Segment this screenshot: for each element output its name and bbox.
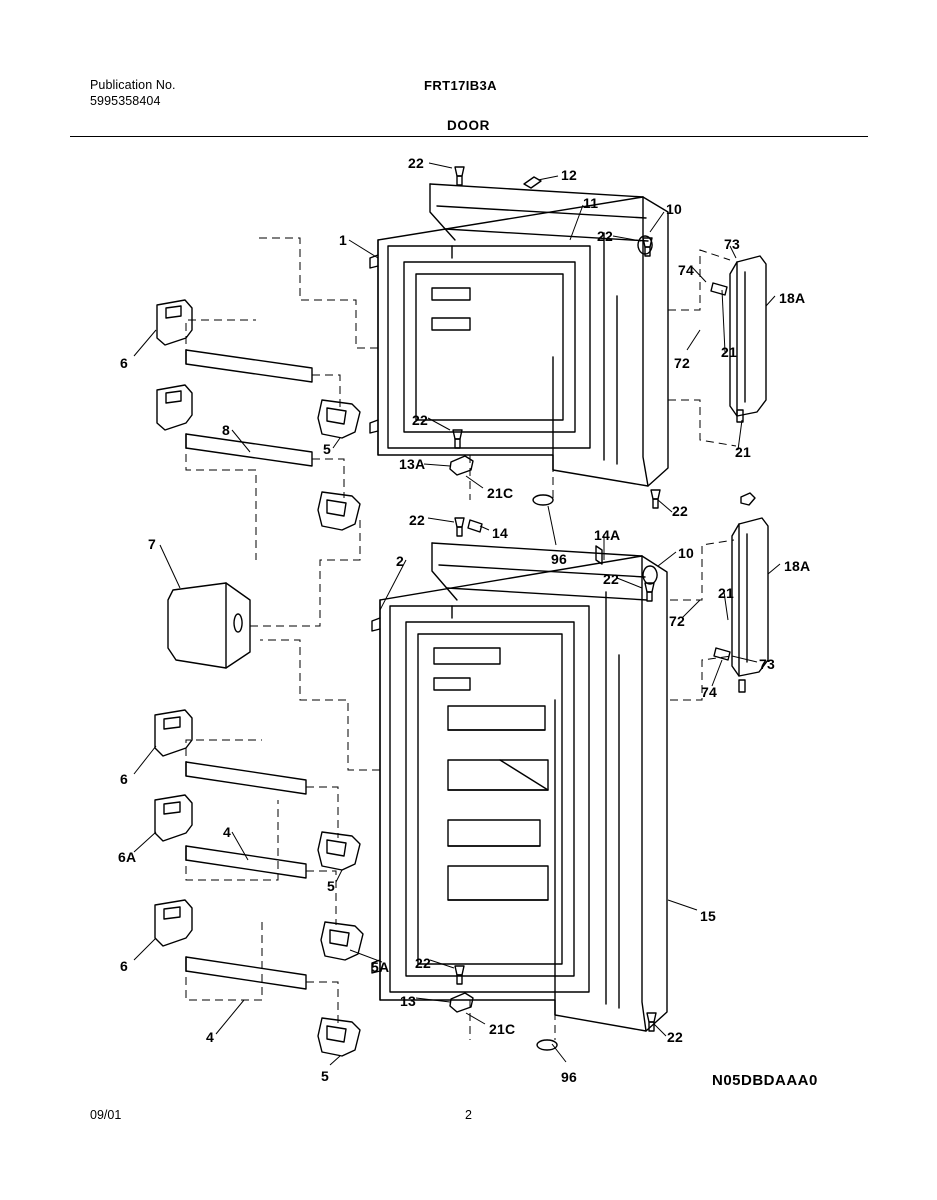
callout-number: 4	[206, 1029, 214, 1045]
callout-number: 21	[735, 444, 751, 460]
callout-number: 5A	[371, 959, 390, 975]
callout-number: 10	[678, 545, 694, 561]
section-title: DOOR	[447, 118, 490, 133]
callout-number: 6	[120, 771, 128, 787]
callout-number: 5	[321, 1068, 329, 1084]
callout-number: 72	[674, 355, 690, 371]
callout-number: 1	[339, 232, 347, 248]
callout-number: 6A	[118, 849, 137, 865]
callout-number: 18A	[779, 290, 806, 306]
footer-page-number: 2	[465, 1108, 472, 1122]
callout-number: 10	[666, 201, 682, 217]
callout-number: 22	[412, 412, 428, 428]
drawing-code: N05DBDAAA0	[712, 1072, 818, 1089]
callout-number: 2	[396, 553, 404, 569]
callout-number: 14A	[594, 527, 621, 543]
footer-date: 09/01	[90, 1108, 122, 1122]
callout-number: 21	[718, 585, 734, 601]
callout-number: 7	[148, 536, 156, 552]
callout-number: 73	[724, 236, 740, 252]
callout-number: 13A	[399, 456, 426, 472]
callout-number: 6	[120, 355, 128, 371]
callout-number: 22	[672, 503, 688, 519]
callout-number: 96	[561, 1069, 577, 1085]
callout-number: 5	[323, 441, 331, 457]
callout-number: 73	[759, 656, 775, 672]
callout-number: 4	[223, 824, 231, 840]
callout-number: 22	[415, 955, 431, 971]
callout-number: 22	[409, 512, 425, 528]
callout-number: 21C	[489, 1021, 516, 1037]
callout-number: 22	[597, 228, 613, 244]
callout-number: 15	[700, 908, 716, 924]
callout-number: 21C	[487, 485, 514, 501]
callout-number: 13	[400, 993, 416, 1009]
callout-number: 8	[222, 422, 230, 438]
callout-number: 18A	[784, 558, 811, 574]
callout-number: 22	[667, 1029, 683, 1045]
callout-number: 74	[678, 262, 694, 278]
callout-number: 96	[551, 551, 567, 567]
callout-number: 11	[583, 195, 599, 211]
callout-number: 22	[408, 155, 424, 171]
callout-number: 72	[669, 613, 685, 629]
callout-number: 14	[492, 525, 508, 541]
callout-number: 12	[561, 167, 577, 183]
model-number: FRT17IB3A	[424, 78, 497, 93]
callout-number: 5	[327, 878, 335, 894]
publication-number: 5995358404	[90, 93, 161, 108]
callout-number: 22	[603, 571, 619, 587]
callout-number: 21	[721, 344, 737, 360]
publication-label: Publication No.	[90, 78, 176, 92]
callout-number: 74	[701, 684, 717, 700]
callout-number: 6	[120, 958, 128, 974]
